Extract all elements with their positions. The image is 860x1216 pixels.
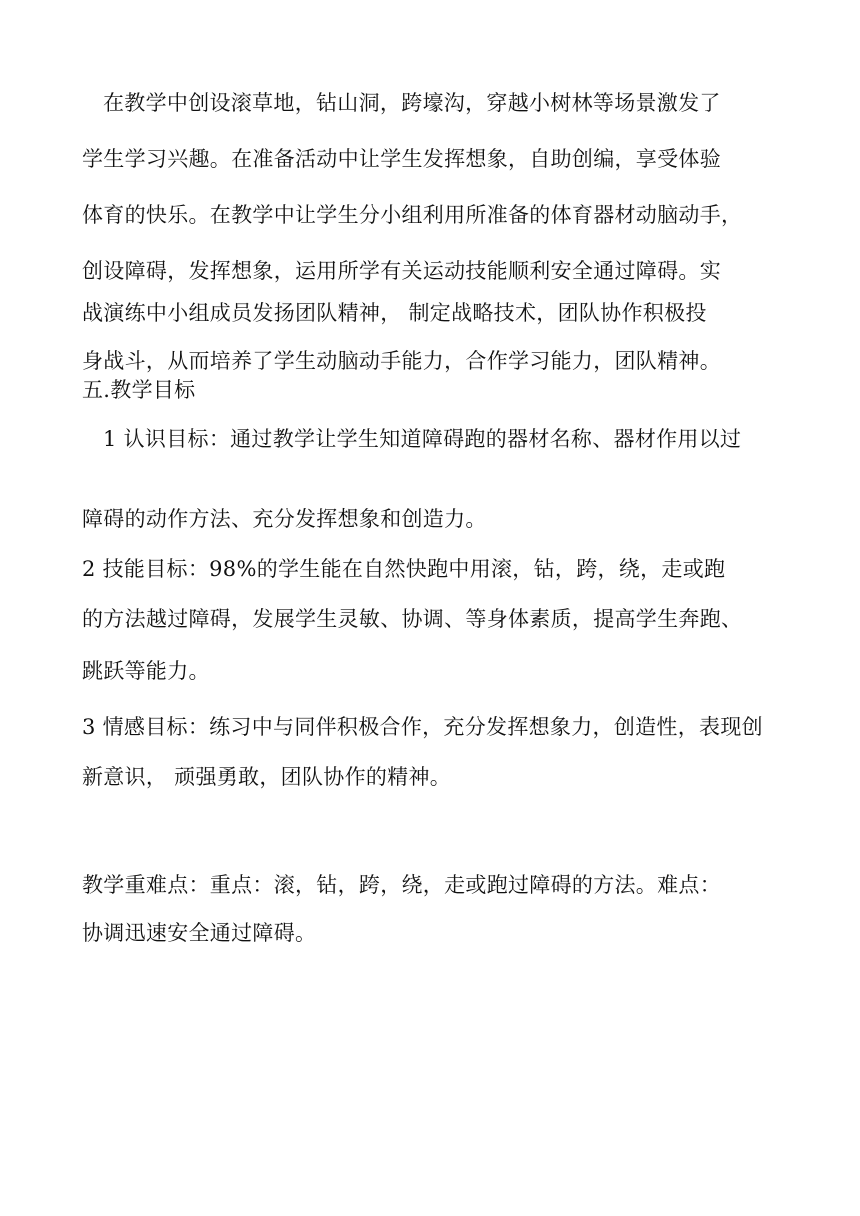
section-heading: 五.教学目标 — [82, 378, 196, 402]
text-line: 战演练中小组成员发扬团队精神， 制定战略技术，团队协作积极投 — [82, 301, 707, 325]
text-line: 跳跃等能力。 — [82, 659, 210, 683]
text-line: 身战斗，从而培养了学生动脑动手能力，合作学习能力，团队精神。 — [82, 349, 721, 373]
text-line: 2 技能目标：98%的学生能在自然快跑中用滚，钻，跨，绕，走或跑 — [82, 557, 726, 581]
text-line: 障碍的动作方法、充分发挥想象和创造力。 — [82, 507, 487, 531]
text-line: 在教学中创设滚草地，钻山洞，跨壕沟，穿越小树林等场景激发了 — [103, 91, 721, 115]
text-line: 新意识， 顽强勇敢，团队协作的精神。 — [82, 765, 452, 789]
text-line: 教学重难点：重点：滚，钻，跨，绕，走或跑过障碍的方法。难点： — [82, 873, 721, 897]
text-line: 协调迅速安全通过障碍。 — [82, 921, 317, 945]
text-line: 3 情感目标：练习中与同伴积极合作，充分发挥想象力，创造性，表现创 — [82, 715, 763, 739]
text-line: 的方法越过障碍，发展学生灵敏、协调、等身体素质，提高学生奔跑、 — [82, 607, 743, 631]
text-line: 学生学习兴趣。在准备活动中让学生发挥想象，自助创编，享受体验 — [82, 147, 721, 171]
text-line: 创设障碍，发挥想象，运用所学有关运动技能顺利安全通过障碍。实 — [82, 259, 721, 283]
text-line: 1 认识目标：通过教学让学生知道障碍跑的器材名称、器材作用以过 — [103, 427, 742, 451]
text-line: 体育的快乐。在教学中让学生分小组利用所准备的体育器材动脑动手， — [82, 203, 743, 227]
